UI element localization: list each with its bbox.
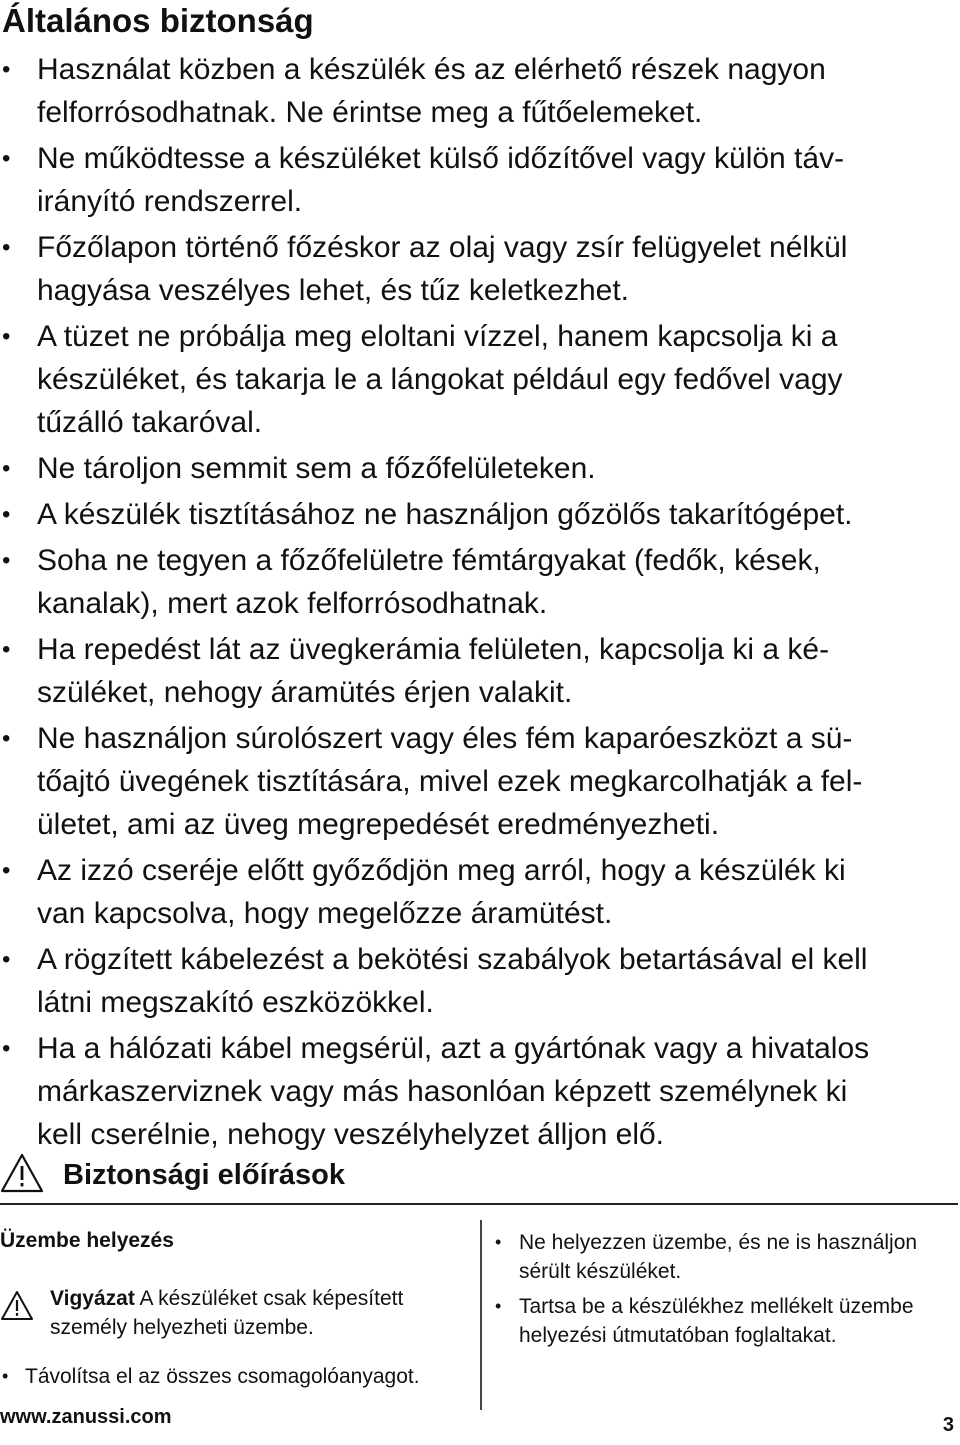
list-item [493, 1228, 958, 1286]
bullet: • [2, 547, 11, 574]
subsection-heading: Üzembe helyezés [0, 1229, 174, 1252]
bullet: • [2, 1366, 9, 1386]
bullet: • [495, 1296, 502, 1316]
list-item [493, 1292, 958, 1350]
safety-section-header [0, 1153, 958, 1205]
bullet: • [2, 455, 11, 482]
list-item [0, 1362, 470, 1391]
bullet: • [2, 857, 11, 884]
list-item [0, 539, 960, 625]
bullet: • [2, 946, 11, 973]
list-item-line: márkaszerviznek vagy más hasonlóan képzett személynek ki [37, 1075, 848, 1108]
list-item-line: hagyása veszélyes lehet, és tűz keletkezhet. [37, 274, 630, 307]
list-item-line: tűzálló takaróval. [37, 406, 263, 439]
list-item-line: Ne helyezzen üzembe, és ne is használjon [519, 1231, 918, 1254]
warning-text: A készüléket csak képesített [134, 1287, 404, 1310]
list-item-line: tőajtó üvegének tisztítására, mivel ezek megkarcolhatják a fel- [37, 765, 863, 798]
list-item-line: sérült készüléket. [519, 1260, 682, 1283]
list-item-line: Használat közben a készülék és az elérhető részek nagyon [37, 53, 826, 86]
bullet: • [2, 56, 11, 83]
list-item-line: Ne tároljon semmit sem a főzőfelületeken. [37, 452, 596, 485]
footer-website-link[interactable]: www.zanussi.com [0, 1406, 172, 1428]
column-divider [480, 1220, 482, 1410]
warning-triangle-icon [0, 1290, 34, 1321]
list-item-line: van kapcsolva, hogy megelőzze áramütést. [37, 897, 613, 930]
list-item [0, 717, 960, 846]
list-item-line: Soha ne tegyen a főzőfelületre fémtárgyakat (fedők, kések, [37, 544, 821, 577]
list-item [0, 315, 960, 444]
list-item-line: látni megszakító eszközökkel. [37, 986, 434, 1019]
bullet: • [2, 725, 11, 752]
installation-list-right [493, 1228, 958, 1350]
list-item-line: Tartsa be a készülékhez mellékelt üzembe [519, 1295, 914, 1318]
list-item-line: kanalak), mert azok felforrósodhatnak. [37, 587, 548, 620]
section-title: Biztonsági előírások [63, 1159, 346, 1191]
list-item-line: A rögzített kábelezést a bekötési szabályok betartásával el kell [37, 943, 868, 976]
list-item [0, 938, 960, 1024]
list-item-text: Távolítsa el az összes csomagolóanyagot. [25, 1365, 420, 1388]
list-item [0, 493, 960, 536]
page-title: Általános biztonság [2, 2, 314, 39]
warning-text: személy helyezheti üzembe. [50, 1316, 314, 1339]
installation-right-column [493, 1228, 958, 1356]
bullet: • [2, 145, 11, 172]
list-item-line: Az izzó cseréje előtt győződjön meg arról, hogy a készülék ki [37, 854, 846, 887]
general-safety-list [0, 48, 960, 1159]
bullet: • [2, 323, 11, 350]
installation-left-column [0, 1222, 470, 1391]
list-item [0, 137, 960, 223]
list-item-line: készüléket, és takarja le a lángokat például egy fedővel vagy [37, 363, 843, 396]
list-item-line: Főzőlapon történő főzéskor az olaj vagy zsír felügyelet nélkül [37, 231, 848, 264]
page-number: 3 [942, 1414, 954, 1436]
list-item [0, 226, 960, 312]
list-item-line: felforrósodhatnak. Ne érintse meg a fűtőelemeket. [37, 96, 703, 129]
bullet: • [2, 1035, 11, 1062]
bullet: • [2, 636, 11, 663]
list-item-line: Ha repedést lát az üvegkerámia felületen, kapcsolja ki a ké- [37, 633, 830, 666]
warning-note [0, 1284, 470, 1342]
list-item-line: Ne működtesse a készüléket külső időzítővel vagy külön táv- [37, 142, 845, 175]
list-item-line: Ne használjon súrolószert vagy éles fém kaparóeszközt a sü- [37, 722, 853, 755]
list-item-line: A készülék tisztításához ne használjon gőzölős takarítógépet. [37, 498, 853, 531]
warning-triangle-icon [0, 1153, 44, 1193]
list-item [0, 628, 960, 714]
list-item-line: helyezési útmutatóban foglaltakat. [519, 1324, 837, 1347]
list-item [0, 48, 960, 134]
list-item-line: kell cserélnie, nehogy veszélyhelyzet álljon elő. [37, 1118, 665, 1151]
bullet: • [2, 234, 11, 261]
list-item-line: ületet, ami az üveg megrepedését eredményezheti. [37, 808, 720, 841]
list-item-line: A tüzet ne próbálja meg eloltani vízzel, hanem kapcsolja ki a [37, 320, 838, 353]
list-item [0, 849, 960, 935]
bullet: • [495, 1232, 502, 1252]
list-item-line: irányító rendszerrel. [37, 185, 303, 218]
bullet: • [2, 501, 11, 528]
warning-label: Vigyázat [50, 1287, 135, 1310]
installation-list-left [0, 1362, 470, 1391]
list-item [0, 1027, 960, 1156]
list-item-line: Ha a hálózati kábel megsérül, azt a gyártónak vagy a hivatalos [37, 1032, 870, 1065]
list-item-line: szüléket, nehogy áramütés érjen valakit. [37, 676, 573, 709]
list-item [0, 447, 960, 490]
